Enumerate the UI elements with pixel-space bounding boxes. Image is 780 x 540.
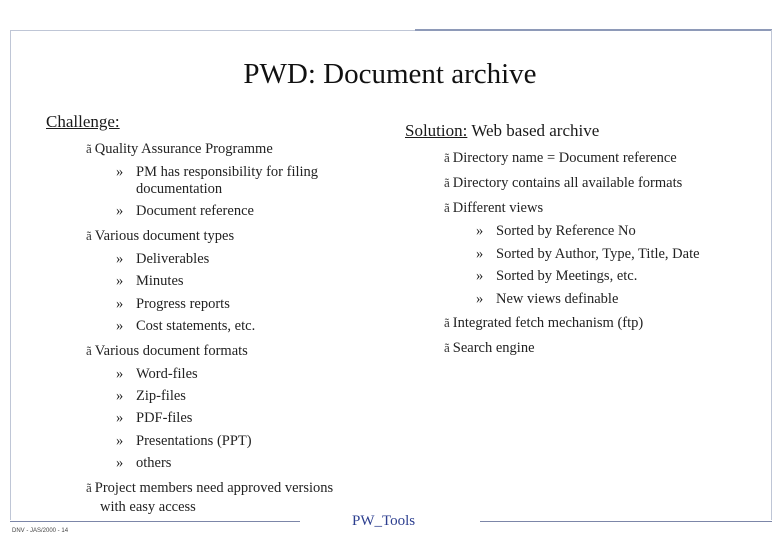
left-subitem-3-5-text: others xyxy=(136,455,172,471)
subbullet-icon: » xyxy=(116,273,124,289)
left-item-1 xyxy=(86,140,273,158)
footer-line-left xyxy=(10,521,300,522)
right-subitem-4-text: New views definable xyxy=(496,291,619,307)
subbullet-icon: » xyxy=(116,203,124,219)
left-item-2 xyxy=(86,227,234,245)
right-subitem-2-text: Sorted by Author, Type, Title, Date xyxy=(496,246,700,262)
subbullet-icon: » xyxy=(116,251,124,267)
left-item-4-text: Project members need approved versions xyxy=(94,480,334,496)
left-subitem-3-3-text: PDF-files xyxy=(136,410,193,426)
bullet-icon: ã xyxy=(86,343,92,358)
subbullet-icon: » xyxy=(116,455,124,471)
left-item-1-text: Quality Assurance Programme xyxy=(94,141,273,157)
bullet-icon: ã xyxy=(444,150,450,165)
left-subitem-2-3-text: Progress reports xyxy=(136,296,230,312)
left-item-4-cont xyxy=(100,498,196,516)
subbullet-icon: » xyxy=(116,164,124,180)
subbullet-icon: » xyxy=(116,318,124,334)
solution-heading-label: Solution: xyxy=(405,121,468,140)
frame-left-line xyxy=(10,30,11,520)
bullet-icon: ã xyxy=(444,175,450,190)
left-item-3-text: Various document formats xyxy=(94,343,248,359)
footer-line-right xyxy=(480,521,772,522)
bullet-icon: ã xyxy=(444,315,450,330)
left-item-4-cont-text: with easy access xyxy=(100,499,196,515)
left-subitem-3-1-text: Word-files xyxy=(136,366,198,382)
left-subitem-2-2-text: Minutes xyxy=(136,273,184,289)
bullet-icon: ã xyxy=(444,340,450,355)
subbullet-icon: » xyxy=(116,366,124,382)
footer-left-text: DNV - JAS/2000 - 14 xyxy=(12,528,69,534)
subbullet-icon: » xyxy=(116,433,124,449)
bullet-icon: ã xyxy=(86,141,92,156)
left-subitem-2-1-text: Deliverables xyxy=(136,251,210,267)
right-item-3-text: Different views xyxy=(452,200,544,216)
right-item-2-text: Directory contains all available formats xyxy=(452,175,683,191)
left-item-2-text: Various document types xyxy=(94,228,235,244)
right-item-1-text: Directory name = Document reference xyxy=(452,150,677,166)
left-subitem-3-2-text: Zip-files xyxy=(136,388,186,404)
subbullet-icon: » xyxy=(476,223,484,239)
bullet-icon: ã xyxy=(86,480,92,495)
left-subitem-1-1-cont-text: documentation xyxy=(136,181,223,197)
left-subitem-3-4-text: Presentations (PPT) xyxy=(136,433,252,449)
subbullet-icon: » xyxy=(476,246,484,262)
right-item-4-text: Integrated fetch mechanism (ftp) xyxy=(452,315,644,331)
frame-right-line xyxy=(771,30,772,520)
left-item-3 xyxy=(86,342,248,360)
challenge-heading xyxy=(46,112,120,132)
right-item-5-text: Search engine xyxy=(452,340,535,356)
left-subitem-2-4-text: Cost statements, etc. xyxy=(136,318,256,334)
slide-title: PWD: Document archive xyxy=(243,58,537,90)
solution-heading xyxy=(405,121,599,141)
challenge-heading-text: Challenge: xyxy=(46,112,120,131)
right-item-3 xyxy=(444,199,543,217)
right-subitem-1-text: Sorted by Reference No xyxy=(496,223,636,239)
left-item-4 xyxy=(86,479,333,497)
right-item-5 xyxy=(444,339,535,357)
right-item-4 xyxy=(444,314,643,332)
right-item-2 xyxy=(444,174,682,192)
right-item-1 xyxy=(444,149,677,167)
subbullet-icon: » xyxy=(116,410,124,426)
footer-center-text: PW_Tools xyxy=(352,513,416,529)
subbullet-icon: » xyxy=(116,388,124,404)
subbullet-icon: » xyxy=(116,296,124,312)
right-subitem-3-text: Sorted by Meetings, etc. xyxy=(496,268,638,284)
subbullet-icon: » xyxy=(476,268,484,284)
frame-top-accent xyxy=(415,29,772,31)
left-subitem-1-1-text: PM has responsibility for filing xyxy=(136,164,319,180)
bullet-icon: ã xyxy=(444,200,450,215)
subbullet-icon: » xyxy=(476,291,484,307)
bullet-icon: ã xyxy=(86,228,92,243)
solution-heading-text: Web based archive xyxy=(471,121,600,140)
left-subitem-1-2-text: Document reference xyxy=(136,203,254,219)
